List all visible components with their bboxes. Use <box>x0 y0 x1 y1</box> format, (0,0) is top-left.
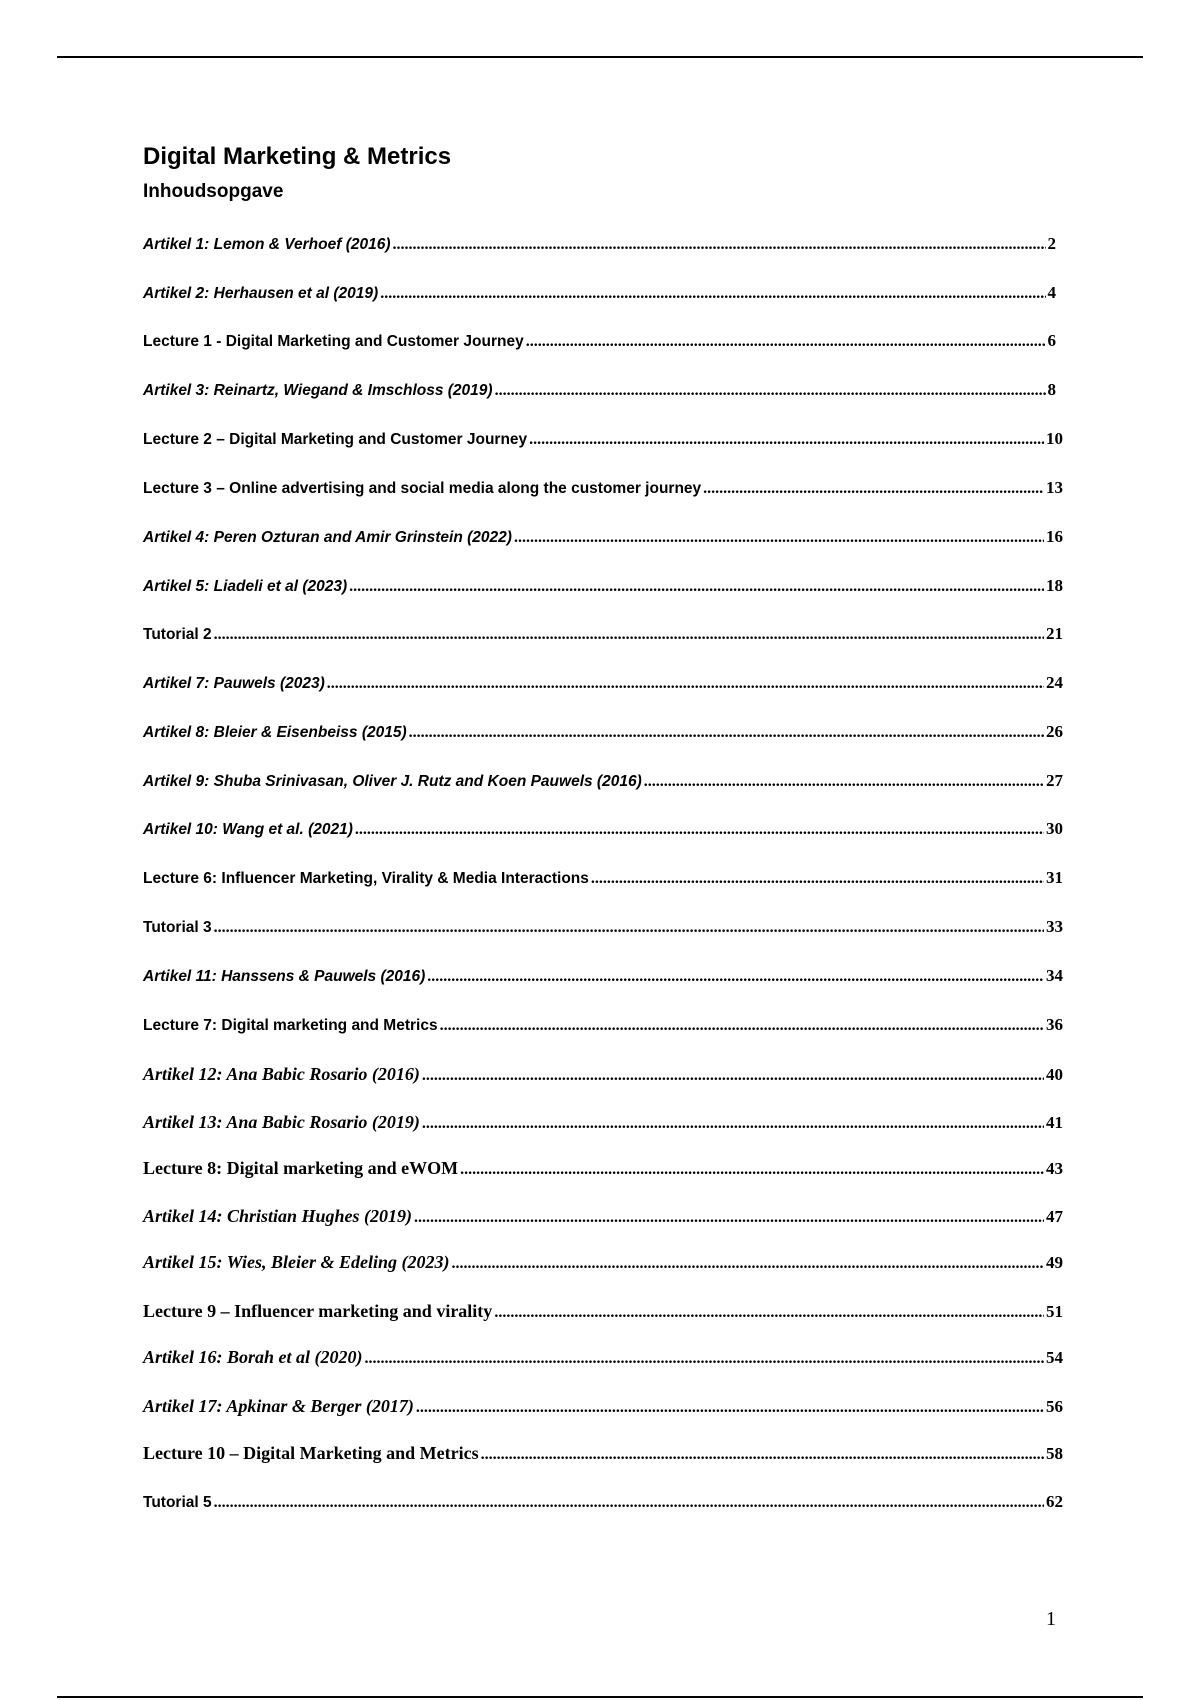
toc-entry-label: Lecture 9 – Influencer marketing and virality <box>143 1301 493 1321</box>
toc-entry-label: Lecture 2 – Digital Marketing and Customer Journey <box>143 431 528 448</box>
toc-entry[interactable] <box>143 1345 1063 1369</box>
toc-entry-label: Artikel 8: Bleier & Eisenbeiss (2015) <box>143 724 407 741</box>
toc-entry-page: 27 <box>1046 771 1063 790</box>
toc-dot-leader <box>422 1112 1044 1136</box>
toc-entry[interactable] <box>143 1250 1063 1274</box>
bottom-rule <box>57 1696 1143 1698</box>
toc-dot-leader <box>481 1443 1044 1467</box>
toc-entry[interactable] <box>143 671 1063 695</box>
toc-entry[interactable] <box>143 378 1056 402</box>
toc-entry[interactable] <box>143 817 1063 841</box>
toc-entry[interactable] <box>143 1441 1063 1465</box>
toc-entry-page: 24 <box>1046 673 1063 692</box>
toc-entry[interactable] <box>143 769 1063 793</box>
toc-entry-page: 40 <box>1046 1065 1063 1084</box>
toc-entry-label: Lecture 8: Digital marketing and eWOM <box>143 1158 459 1178</box>
toc-entry[interactable] <box>143 525 1063 549</box>
toc-entry[interactable] <box>143 720 1063 744</box>
toc-dot-leader <box>380 282 1045 306</box>
toc-entry-label: Artikel 5: Liadeli et al (2023) <box>143 578 348 595</box>
toc-entry-page: 30 <box>1046 819 1063 838</box>
toc-entry-label: Artikel 15: Wies, Bleier & Edeling (2023) <box>143 1252 450 1272</box>
toc-entry-page: 49 <box>1046 1253 1063 1272</box>
toc-entry-page: 13 <box>1046 478 1063 497</box>
toc-entry[interactable] <box>143 1394 1063 1418</box>
toc-dot-leader <box>214 623 1044 647</box>
toc-dot-leader <box>529 428 1044 452</box>
toc-entry-page: 2 <box>1047 234 1056 253</box>
toc-entry-page: 18 <box>1046 576 1063 595</box>
toc-entry-page: 16 <box>1046 527 1063 546</box>
toc-entry-page: 51 <box>1046 1302 1063 1321</box>
toc-entry-page: 34 <box>1046 966 1063 985</box>
toc-dot-leader <box>644 770 1044 794</box>
toc-entry[interactable] <box>143 1110 1063 1134</box>
toc-entry-page: 21 <box>1046 624 1063 643</box>
toc-entry-label: Artikel 10: Wang et al. (2021) <box>143 821 353 838</box>
top-rule <box>57 56 1143 58</box>
toc-dot-leader <box>409 721 1044 745</box>
toc-dot-leader <box>355 818 1044 842</box>
toc-entry-page: 43 <box>1046 1159 1063 1178</box>
toc-entry-label: Artikel 12: Ana Babic Rosario (2016) <box>143 1064 420 1084</box>
toc-entry[interactable] <box>143 1490 1063 1514</box>
toc-entry-page: 62 <box>1046 1492 1063 1511</box>
toc-entry-page: 58 <box>1046 1444 1063 1463</box>
toc-entry-label: Artikel 4: Peren Ozturan and Amir Grinstein (2022) <box>143 529 512 546</box>
toc-entry-label: Lecture 6: Influencer Marketing, Virality & Media Interactions <box>143 870 589 887</box>
toc-entry[interactable] <box>143 866 1063 890</box>
toc-entry-label: Lecture 3 – Online advertising and social media along the customer journey <box>143 480 702 497</box>
toc-dot-leader <box>422 1064 1044 1088</box>
toc-entry-page: 54 <box>1046 1348 1063 1367</box>
toc-entry-page: 8 <box>1047 380 1056 399</box>
toc-entry-page: 10 <box>1046 429 1063 448</box>
toc-dot-leader <box>514 526 1044 550</box>
toc-entry-label: Lecture 7: Digital marketing and Metrics <box>143 1017 438 1034</box>
toc-dot-leader <box>393 233 1046 257</box>
toc-dot-leader <box>703 477 1044 501</box>
toc-entry-label: Lecture 1 - Digital Marketing and Customer Journey <box>143 333 524 350</box>
toc-entry[interactable] <box>143 232 1056 256</box>
toc-entry-label: Artikel 14: Christian Hughes (2019) <box>143 1206 413 1226</box>
toc-entry[interactable] <box>143 1062 1063 1086</box>
toc-dot-leader <box>452 1252 1045 1276</box>
toc-dot-leader <box>416 1396 1044 1420</box>
toc-entry-page: 47 <box>1046 1207 1063 1226</box>
toc-entry-label: Artikel 2: Herhausen et al (2019) <box>143 285 379 302</box>
toc-entry-page: 31 <box>1046 868 1063 887</box>
toc-dot-leader <box>495 379 1046 403</box>
toc-entry-page: 41 <box>1046 1113 1063 1132</box>
toc-entry-page: 33 <box>1046 917 1063 936</box>
toc-dot-leader <box>526 330 1046 354</box>
toc-dot-leader <box>214 1491 1044 1515</box>
toc-entry-label: Tutorial 2 <box>143 626 212 643</box>
toc-entry-label: Artikel 17: Apkinar & Berger (2017) <box>143 1396 414 1416</box>
toc-entry-label: Artikel 11: Hanssens & Pauwels (2016) <box>143 968 426 985</box>
toc-entry-page: 56 <box>1046 1397 1063 1416</box>
toc-entry[interactable] <box>143 1204 1063 1228</box>
page-number: 1 <box>1046 1608 1056 1630</box>
toc-dot-leader <box>214 916 1044 940</box>
toc-entry[interactable] <box>143 476 1063 500</box>
toc-entry[interactable] <box>143 964 1063 988</box>
toc-dot-leader <box>440 1014 1044 1038</box>
toc-entry[interactable] <box>143 427 1063 451</box>
toc-entry[interactable] <box>143 329 1056 353</box>
toc-heading: Inhoudsopgave <box>143 181 284 202</box>
toc-dot-leader <box>427 965 1044 989</box>
toc-dot-leader <box>349 575 1044 599</box>
toc-entry-label: Artikel 9: Shuba Srinivasan, Oliver J. Rutz and Koen Pauwels (2016) <box>143 773 642 790</box>
toc-entry-label: Artikel 3: Reinartz, Wiegand & Imschloss (2019) <box>143 382 493 399</box>
toc-entry[interactable] <box>143 281 1056 305</box>
toc-entry-label: Lecture 10 – Digital Marketing and Metrics <box>143 1443 479 1463</box>
toc-dot-leader <box>365 1347 1045 1371</box>
toc-entry-label: Tutorial 3 <box>143 919 212 936</box>
toc-entry[interactable] <box>143 1013 1063 1037</box>
toc-entry-page: 6 <box>1047 331 1056 350</box>
toc-entry-page: 26 <box>1046 722 1063 741</box>
toc-entry-label: Artikel 1: Lemon & Verhoef (2016) <box>143 236 391 253</box>
toc-entry-label: Tutorial 5 <box>143 1494 212 1511</box>
toc-dot-leader <box>591 867 1044 891</box>
toc-entry[interactable] <box>143 574 1063 598</box>
toc-entry-page: 36 <box>1046 1015 1063 1034</box>
toc-entry-label: Artikel 13: Ana Babic Rosario (2019) <box>143 1112 420 1132</box>
document-title: Digital Marketing & Metrics <box>143 143 452 170</box>
toc-entry[interactable] <box>143 1299 1063 1323</box>
toc-dot-leader <box>494 1301 1044 1325</box>
toc-dot-leader <box>460 1158 1044 1182</box>
toc-dot-leader <box>414 1206 1044 1230</box>
toc-entry-page: 4 <box>1047 283 1056 302</box>
toc-entry[interactable] <box>143 1156 1063 1180</box>
toc-entry-label: Artikel 7: Pauwels (2023) <box>143 675 325 692</box>
toc-entry-label: Artikel 16: Borah et al (2020) <box>143 1347 363 1367</box>
toc-dot-leader <box>327 672 1044 696</box>
toc-entry[interactable] <box>143 915 1063 939</box>
toc-entry[interactable] <box>143 622 1063 646</box>
